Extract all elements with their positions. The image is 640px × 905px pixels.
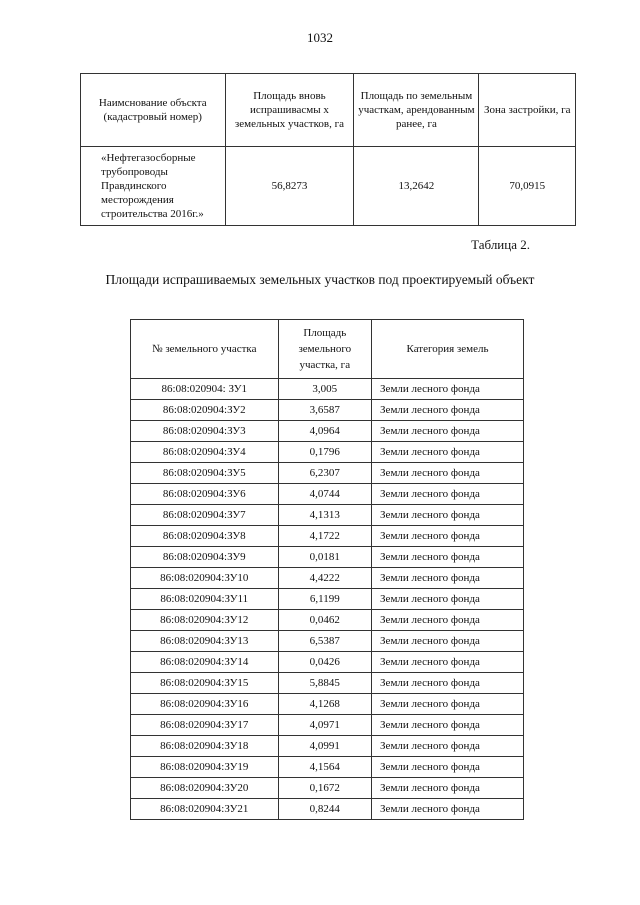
table-row (131, 526, 524, 547)
object-name-cell: «Нефтегазосборные трубопроводы Правдинского месторождения строительства 2016г.» (81, 147, 226, 226)
table-row (131, 484, 524, 505)
plot-number-cell: 86:08:020904:ЗУ8 (131, 526, 279, 547)
plot-number-cell: 86:08:020904:ЗУ17 (131, 715, 279, 736)
table-row (131, 778, 524, 799)
table-row (131, 505, 524, 526)
land-category-cell: Земли лесного фонда (372, 799, 524, 820)
table-header-row (81, 74, 576, 147)
plot-number-cell: 86:08:020904:ЗУ20 (131, 778, 279, 799)
plot-area-cell: 4,0744 (278, 484, 371, 505)
plot-area-cell: 6,2307 (278, 463, 371, 484)
land-plots-body (131, 379, 524, 820)
table-row (131, 694, 524, 715)
plot-area-cell: 4,0964 (278, 421, 371, 442)
table-row (131, 547, 524, 568)
header-zone: Зона застройки, га (479, 74, 576, 147)
land-category-cell: Земли лесного фонда (372, 379, 524, 400)
plot-area-cell: 4,1313 (278, 505, 371, 526)
plot-area-cell: 5,8845 (278, 673, 371, 694)
project-area-table (80, 73, 576, 226)
land-category-cell: Земли лесного фонда (372, 694, 524, 715)
table-row (131, 610, 524, 631)
table-header-row (131, 320, 524, 379)
land-category-cell: Земли лесного фонда (372, 505, 524, 526)
plot-area-cell: 0,0426 (278, 652, 371, 673)
table-row (131, 421, 524, 442)
page-number: 1032 (307, 30, 333, 45)
header-plot-number: № земельного участка (131, 320, 279, 379)
plot-number-cell: 86:08:020904:ЗУ21 (131, 799, 279, 820)
plot-number-cell: 86:08:020904:ЗУ13 (131, 631, 279, 652)
land-category-cell: Земли лесного фонда (372, 484, 524, 505)
plot-number-cell: 86:08:020904:ЗУ10 (131, 568, 279, 589)
plot-area-cell: 0,1796 (278, 442, 371, 463)
plot-number-cell: 86:08:020904:ЗУ15 (131, 673, 279, 694)
plot-area-cell: 4,1268 (278, 694, 371, 715)
header-plot-area: Площадь земельного участка, га (278, 320, 371, 379)
plot-number-cell: 86:08:020904:ЗУ5 (131, 463, 279, 484)
new-area-cell: 56,8273 (225, 147, 354, 226)
plot-number-cell: 86:08:020904:ЗУ18 (131, 736, 279, 757)
plot-area-cell: 6,1199 (278, 589, 371, 610)
plot-number-cell: 86:08:020904:ЗУ3 (131, 421, 279, 442)
land-category-cell: Земли лесного фонда (372, 715, 524, 736)
land-category-cell: Земли лесного фонда (372, 736, 524, 757)
table-row (131, 400, 524, 421)
plot-number-cell: 86:08:020904:ЗУ12 (131, 610, 279, 631)
plot-number-cell: 86:08:020904:ЗУ19 (131, 757, 279, 778)
plot-area-cell: 0,0462 (278, 610, 371, 631)
plot-number-cell: 86:08:020904: ЗУ1 (131, 379, 279, 400)
land-category-cell: Земли лесного фонда (372, 610, 524, 631)
header-land-category: Категория земель (372, 320, 524, 379)
plot-area-cell: 0,8244 (278, 799, 371, 820)
plot-area-cell: 4,4222 (278, 568, 371, 589)
plot-area-cell: 4,0991 (278, 736, 371, 757)
table-row (131, 715, 524, 736)
table-row (131, 799, 524, 820)
plot-area-cell: 4,1722 (278, 526, 371, 547)
header-object-name: Наимснование объскта (кадастровый номер) (81, 74, 226, 147)
plot-number-cell: 86:08:020904:ЗУ9 (131, 547, 279, 568)
land-category-cell: Земли лесного фонда (372, 526, 524, 547)
header-new-area: Площадь вновь испрашивасмы х земельных участков, га (225, 74, 354, 147)
land-category-cell: Земли лесного фонда (372, 757, 524, 778)
plot-area-cell: 4,0971 (278, 715, 371, 736)
land-category-cell: Земли лесного фонда (372, 673, 524, 694)
zone-cell: 70,0915 (479, 147, 576, 226)
plot-number-cell: 86:08:020904:ЗУ7 (131, 505, 279, 526)
plot-number-cell: 86:08:020904:ЗУ6 (131, 484, 279, 505)
plot-area-cell: 4,1564 (278, 757, 371, 778)
plot-number-cell: 86:08:020904:ЗУ14 (131, 652, 279, 673)
plot-number-cell: 86:08:020904:ЗУ2 (131, 400, 279, 421)
land-category-cell: Земли лесного фонда (372, 631, 524, 652)
table-row (81, 147, 576, 226)
land-category-cell: Земли лесного фонда (372, 442, 524, 463)
leased-area-cell: 13,2642 (354, 147, 479, 226)
header-leased-area: Площадь по земельным участкам, арендованным ранее, га (354, 74, 479, 147)
land-category-cell: Земли лесного фонда (372, 400, 524, 421)
plot-area-cell: 0,1672 (278, 778, 371, 799)
section-title: Площади испрашиваемых земельных участков под проектируемый объект (105, 272, 535, 287)
land-category-cell: Земли лесного фонда (372, 463, 524, 484)
land-category-cell: Земли лесного фонда (372, 778, 524, 799)
table-row (131, 673, 524, 694)
table-row (131, 757, 524, 778)
table-row (131, 589, 524, 610)
land-category-cell: Земли лесного фонда (372, 652, 524, 673)
table-row (131, 736, 524, 757)
plot-number-cell: 86:08:020904:ЗУ11 (131, 589, 279, 610)
land-category-cell: Земли лесного фонда (372, 547, 524, 568)
table-row (131, 379, 524, 400)
land-category-cell: Земли лесного фонда (372, 568, 524, 589)
land-category-cell: Земли лесного фонда (372, 421, 524, 442)
table-row (131, 463, 524, 484)
table-row (131, 652, 524, 673)
land-category-cell: Земли лесного фонда (372, 589, 524, 610)
plot-area-cell: 3,6587 (278, 400, 371, 421)
table-row (131, 631, 524, 652)
table-row (131, 442, 524, 463)
plot-number-cell: 86:08:020904:ЗУ4 (131, 442, 279, 463)
plot-area-cell: 6,5387 (278, 631, 371, 652)
table-caption: Таблица 2. (471, 237, 530, 252)
plot-area-cell: 3,005 (278, 379, 371, 400)
plot-number-cell: 86:08:020904:ЗУ16 (131, 694, 279, 715)
land-plots-table (130, 319, 524, 820)
plot-area-cell: 0,0181 (278, 547, 371, 568)
table-row (131, 568, 524, 589)
